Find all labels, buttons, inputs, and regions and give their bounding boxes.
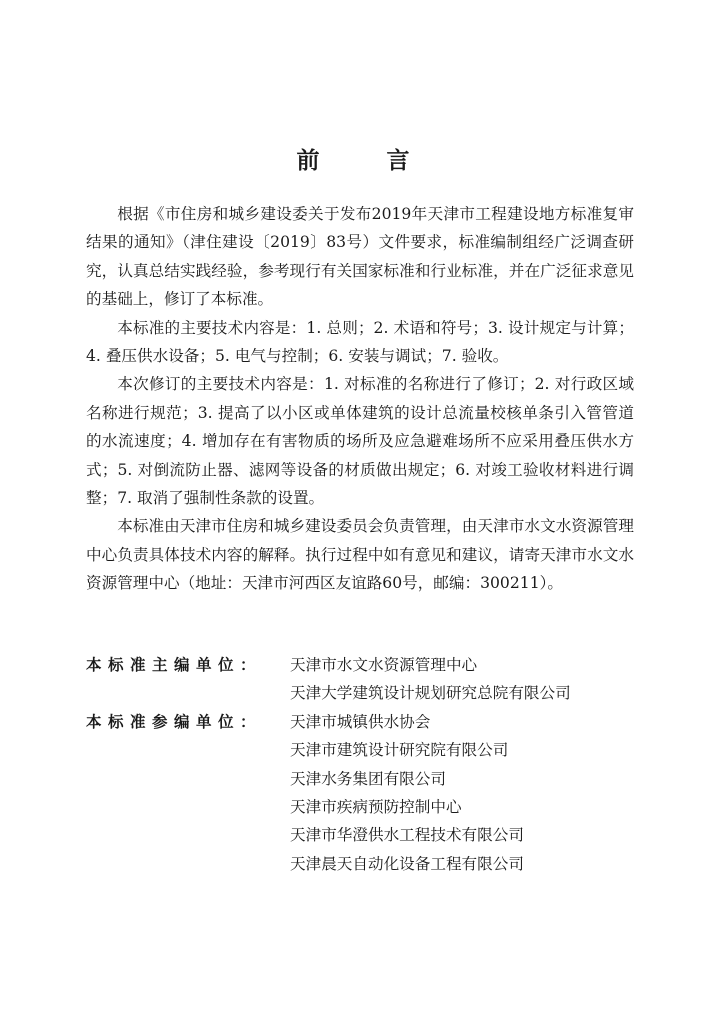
participant-group [86, 708, 646, 878]
participant-list [290, 708, 524, 878]
paragraph-basis: 根据《市住房和城乡建设委关于发布2019年天津市工程建设地方标准复审结果的通知》（津住建设〔2019〕83号）文件要求，标准编制组经广泛调查研究，认真总结实践经验，参考现行有关国家标准和行业标准，并在广泛征求意见的基础上，修订了本标准。 [86, 205, 634, 309]
chief-editor-unit: 天津大学建筑设计规划研究总院有限公司 [290, 684, 571, 703]
participant-unit: 天津晨天自动化设备工程有限公司 [290, 854, 524, 873]
chief-editor-unit: 天津市水文水资源管理中心 [290, 656, 478, 674]
preface-body [86, 200, 634, 598]
drafting-units [86, 651, 646, 878]
paragraph-main-content: 本标准的主要技术内容是：1. 总则；2. 术语和符号；3. 设计规定与计算；4. 叠压供水设备；5. 电气与控制；6. 安装与调试；7. 验收。 [86, 318, 634, 366]
participant-unit: 天津水务集团有限公司 [290, 769, 446, 788]
participant-unit: 天津市建筑设计研究院有限公司 [290, 741, 509, 760]
participant-unit: 天津市华澄供水工程技术有限公司 [290, 826, 524, 845]
chief-editor-list [290, 651, 571, 708]
participant-label: 本标准参编单位： [86, 712, 263, 731]
participant-unit: 天津市疾病预防控制中心 [290, 798, 462, 817]
chief-editor-label: 本标准主编单位： [86, 656, 263, 674]
chief-editor-group [86, 651, 646, 708]
page-title: 前 言 [296, 148, 432, 174]
participant-unit: 天津市城镇供水协会 [290, 712, 431, 731]
paragraph-management: 本标准由天津市住房和城乡建设委员会负责管理，由天津市水文水资源管理中心负责具体技术内容的解释。执行过程中如有意见和建议，请寄天津市水文水资源管理中心（地址：天津市河西区友谊路60号，邮编：300211）。 [86, 517, 634, 593]
paragraph-revision-content: 本次修订的主要技术内容是：1. 对标准的名称进行了修订；2. 对行政区域名称进行规范；3. 提高了以小区或单体建筑的设计总流量校核单条引入管管道的水流速度；4. 增加存在有害物质的场所及应急避难场所不应采用叠压供水方式；5. 对倒流防止器、滤网等设备的材质做出规定；6. 对竣工验收材料进行调整；7. 取消了强制性条款的设置。 [86, 375, 634, 508]
